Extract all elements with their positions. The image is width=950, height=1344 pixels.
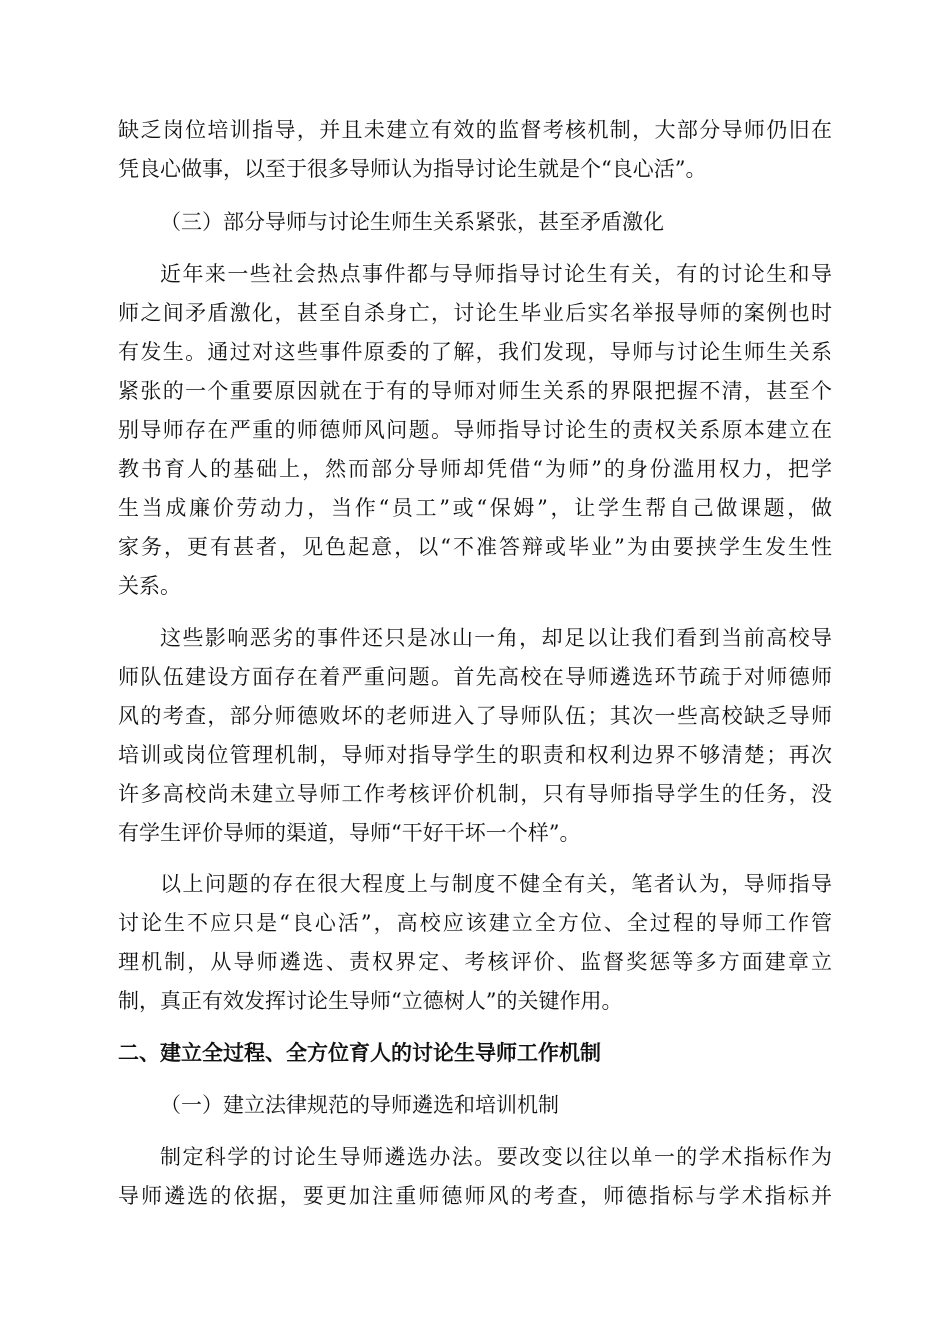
body-text-line: 生当成廉价劳动力，当作“员工”或“保姆”，让学生帮自己做课题，做 [118,496,832,520]
body-text-line: 导师遴选的依据，要更加注重师德师风的考查，师德指标与学术指标并 [118,1184,832,1208]
body-text-line: 讨论生不应只是“良心活”，高校应该建立全方位、全过程的导师工作管 [118,911,832,935]
body-text-line: 紧张的一个重要原因就在于有的导师对师生关系的界限把握不清，甚至个 [118,379,832,403]
section-subheading: （一）建立法律规范的导师遴选和培训机制 [160,1093,559,1117]
body-text-line: 凭良心做事，以至于很多导师认为指导讨论生就是个“良心活”。 [118,157,707,181]
body-text-line: 别导师存在严重的师德师风问题。导师指导讨论生的责权关系原本建立在 [118,418,832,442]
body-text-line: 风的考查，部分师德败坏的老师进入了导师队伍；其次一些高校缺乏导师 [118,704,832,728]
body-text-line: 关系。 [118,574,181,598]
body-text-line: 教书育人的基础上，然而部分导师却凭借“为师”的身份滥用权力，把学 [118,457,832,481]
body-text-line: 理机制，从导师遴选、责权界定、考核评价、监督奖惩等多方面建章立 [118,950,832,974]
body-text-line: 制，真正有效发挥讨论生导师“立德树人”的关键作用。 [118,989,623,1013]
body-text-line: 这些影响恶劣的事件还只是冰山一角，却足以让我们看到当前高校导 [160,626,832,650]
body-text-line: 以上问题的存在很大程度上与制度不健全有关，笔者认为，导师指导 [160,872,832,896]
body-text-line: 近年来一些社会热点事件都与导师指导讨论生有关，有的讨论生和导 [160,262,832,286]
body-text-line: 师之间矛盾激化，甚至自杀身亡，讨论生毕业后实名举报导师的案例也时 [118,301,832,325]
body-text-line: 制定科学的讨论生导师遴选办法。要改变以往以单一的学术指标作为 [160,1145,832,1169]
body-text-line: 家务，更有甚者，见色起意，以“不准答辩或毕业”为由要挟学生发生性 [118,535,832,559]
body-text-line: 师队伍建设方面存在着严重问题。首先高校在导师遴选环节疏于对师德师 [118,665,832,689]
body-text-line: 有发生。通过对这些事件原委的了解，我们发现，导师与讨论生师生关系 [118,340,832,364]
body-text-line: 培训或岗位管理机制，导师对指导学生的职责和权利边界不够清楚；再次 [118,743,832,767]
section-heading: 二、建立全过程、全方位育人的讨论生导师工作机制 [118,1041,601,1065]
body-text-line: 缺乏岗位培训指导，并且未建立有效的监督考核机制，大部分导师仍旧在 [118,118,832,142]
body-text-line: 许多高校尚未建立导师工作考核评价机制，只有导师指导学生的任务，没 [118,782,832,806]
body-text-line: 有学生评价导师的渠道，导师“干好干坏一个样”。 [118,821,581,845]
section-subheading: （三）部分导师与讨论生师生关系紧张，甚至矛盾激化 [160,210,664,234]
